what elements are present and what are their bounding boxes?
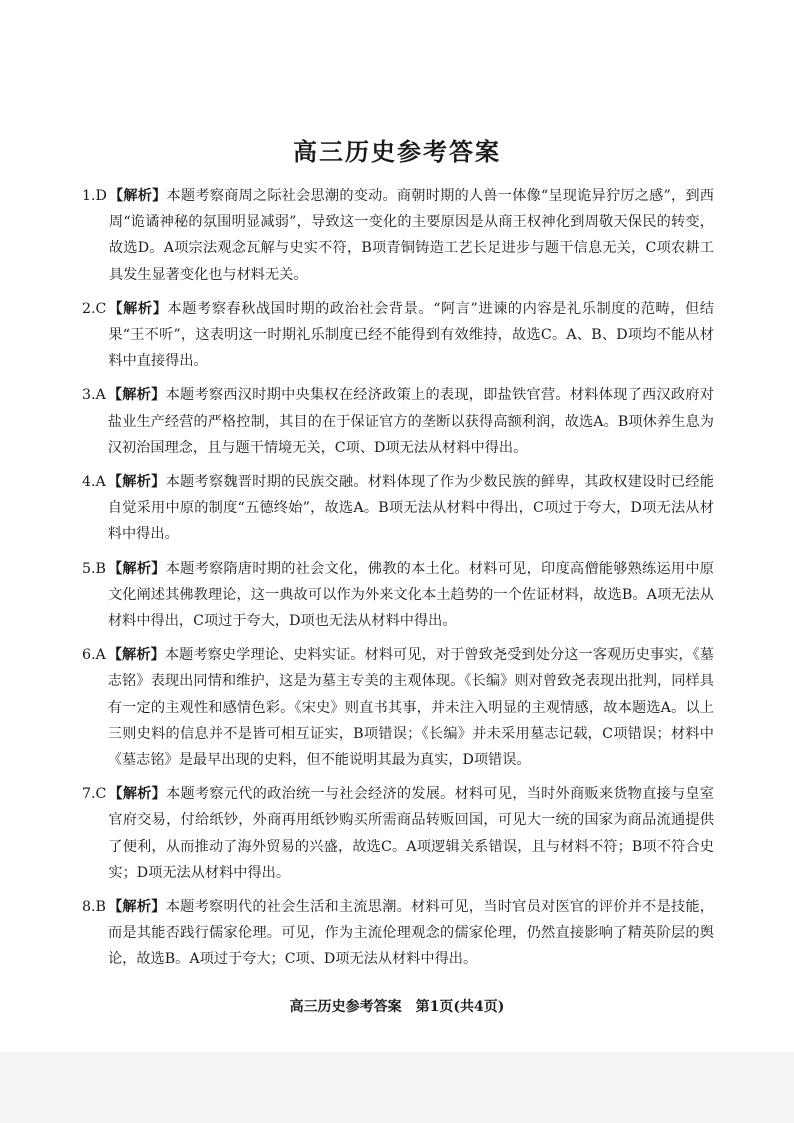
analysis-tag: 【解析】 [108,188,167,204]
answer-item [82,296,714,375]
answer-item [82,183,714,288]
page-title: 高三历史参考答案 [293,137,501,166]
answer-number: 3.A [82,387,106,404]
answer-item [82,781,714,886]
answer-item [82,469,714,548]
answer-text: 本题考察西汉时期中央集权在经济政策上的表现，即盐铁官营。材料体现了西汉政府对盐业生产经营的严格控制，其目的在于保证官方的垄断以获得高额利润，故选A。B项休养生息为汉初治国理念，且与题干情境无关，C项、D项无法从材料中得出。 [107,387,714,456]
answer-explanation [108,894,714,973]
answer-item [82,642,714,773]
answer-explanation [109,183,714,288]
answer-number: 2.C [82,300,107,317]
answer-text: 本题考察春秋战国时期的政治社会背景。“阿言”进谏的内容是礼乐制度的范畴，但结果“王不听”，这表明这一时期礼乐制度已经不能得到有效维持，故选C。A、B、D项均不能从材料中直接得出。 [108,300,714,370]
answer-number: 6.A [82,647,106,664]
analysis-tag: 【解析】 [107,387,166,404]
answer-explanation [108,781,714,886]
answer-text: 本题考察史学理论、史料实证。材料可见，对于曾致尧受到处分这一客观历史事实，《墓志铭》表现出同情和维护，这是为墓主专美的主观体现。《长编》则对曾致尧表现出批判，同样具有一定的主观性和感情色彩。《宋史》则直书其事，并未注入明显的主观情感，故本题选A。以上三则史料的信息并不是皆可相互证实，B项错误；《长编》并未采用墓志记载，C项错误；材料中《墓志铭》是最早出现的史料，但不能说明其最为真实，D项错误。 [107,647,714,769]
page-bottom-margin [0,1052,794,1123]
answer-explanation [108,296,714,375]
answer-explanation [108,556,714,635]
answer-text: 本题考察明代的社会生活和主流思潮。材料可见，当时官员对医官的评价并不是技能，而是其能否践行儒家伦理。可见，作为主流伦理观念的儒家伦理，仍然直接影响了精英阶层的舆论，故选B。A项过于夸大；C项、D项无法从材料中得出。 [107,899,714,968]
answer-text: 本题考察隋唐时期的社会文化，佛教的本土化。材料可见，印度高僧能够熟练运用中原文化阐述其佛教理论，这一典故可以作为外来文化本土趋势的一个佐证材料，故选B。A项无法从材料中得出，C项过于夸大，D项也无法从材料中得出。 [107,560,714,630]
answer-explanation [108,382,714,461]
answer-number: 1.D [82,188,107,204]
answer-item [82,894,714,973]
analysis-tag: 【解析】 [108,786,167,803]
answer-list [82,183,714,981]
answer-text: 本题考察元代的政治统一与社会经济的发展。材料可见，当时外商贩来货物直接与皇室官府交易，付给纸钞，外商再用纸钞购买所需商品转贩回国，可见大一统的国家为商品流通提供了便利，从而推动了海外贸易的兴盛，故选C。A项逻辑关系错误，且与材料不符；B项不符合史实；D项无法从材料中得出。 [108,786,714,881]
answer-item [82,382,714,461]
answer-explanation [108,469,714,548]
analysis-tag: 【解析】 [108,300,168,317]
answer-number: 7.C [82,786,107,803]
analysis-tag: 【解析】 [107,647,165,664]
answer-number: 8.B [82,899,106,916]
analysis-tag: 【解析】 [107,560,166,577]
analysis-tag: 【解析】 [107,474,166,491]
answer-number: 5.B [82,560,106,577]
answer-item [82,556,714,635]
answer-text: 本题考察魏晋时期的民族交融。材料体现了作为少数民族的鲜卑，其政权建设时已经能自觉采用中原的制度“五德终始”，故选A。B项无法从材料中得出，C项过于夸大，D项无法从材料中得出。 [107,474,714,543]
answer-explanation [108,642,714,773]
footer-page-info: 第1页(共4页) [415,999,505,1015]
answer-text: 本题考察商周之际社会思潮的变动。商朝时期的人兽一体像“呈现诡异狞厉之感”，到西周“诡谲神秘的氛围明显减弱”，导致这一变化的主要原因是从商王权神化到周敬天保民的转变，故选D。A项宗法观念瓦解与史实不符，B项青铜铸造工艺长足进步与题干信息无关，C项农耕工具发生显著变化也与材料无关。 [108,188,714,283]
footer-doc-name: 高三历史参考答案 [289,999,402,1015]
page-footer [0,997,794,1017]
answer-number: 4.A [82,474,106,491]
analysis-tag: 【解析】 [107,899,166,916]
